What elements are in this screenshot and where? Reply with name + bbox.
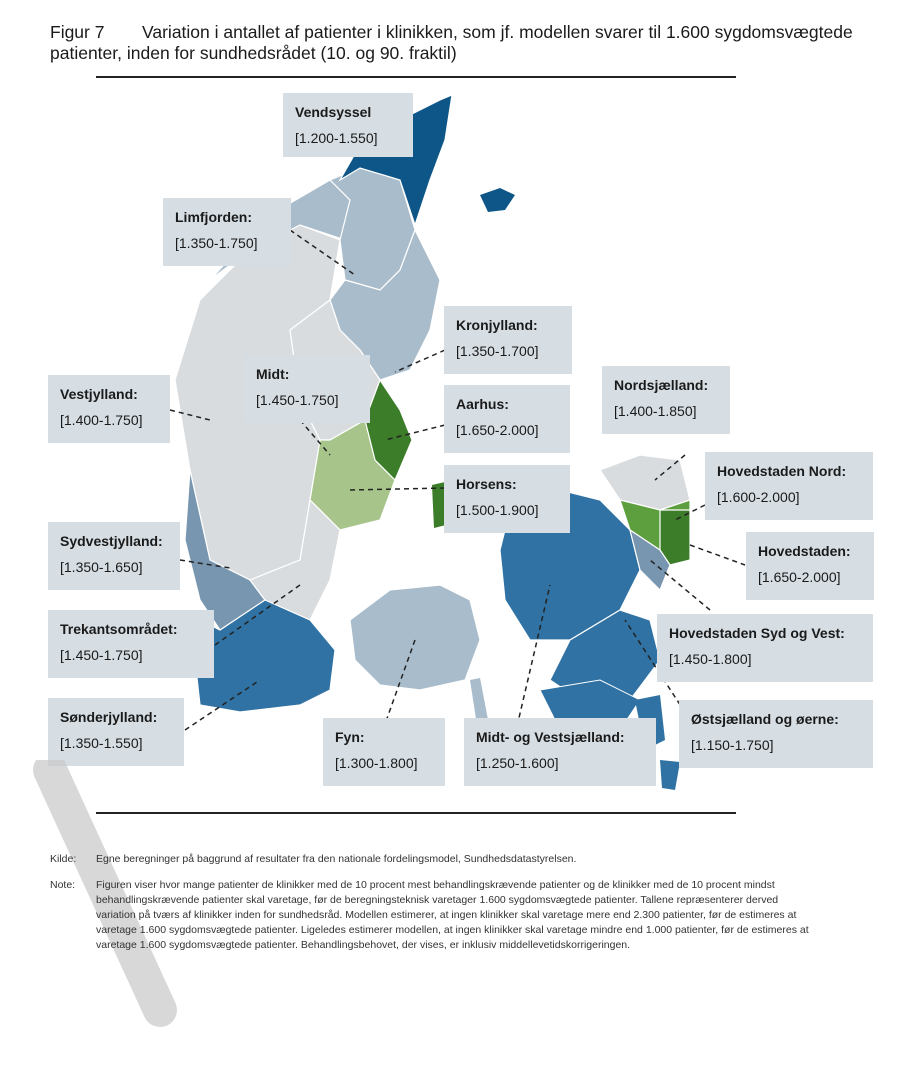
label-range: [1.350-1.650] (60, 559, 143, 575)
label-kronjylland (444, 306, 572, 374)
label-hovedstaden-nord (705, 452, 873, 520)
label-range: [1.650-2.000] (456, 422, 539, 438)
label-name: Sydvestjylland: (60, 533, 163, 549)
figure-caption: Variation i antallet af patienter i klinikken, som jf. modellen svarer til 1.600 sygdomsvægtede patienter, inden for sundhedsrådet (10. og 90. fraktil) (50, 22, 853, 63)
note-label: Note: (50, 879, 76, 891)
label-name: Midt- og Vestsjælland: (476, 729, 625, 745)
label-name: Horsens: (456, 476, 517, 492)
label-sonderjylland (48, 698, 184, 766)
label-name: Vendsyssel (295, 104, 372, 120)
label-name: Vestjylland: (60, 386, 138, 402)
label-vendsyssel (283, 93, 413, 157)
label-name: Kronjylland: (456, 317, 538, 333)
figure-note (50, 878, 840, 988)
label-ostsjaelland (679, 700, 873, 768)
label-name: Østsjælland og øerne: (691, 711, 839, 727)
label-hovedstaden (746, 532, 874, 600)
label-range: [1.350-1.550] (60, 735, 143, 751)
label-name: Sønderjylland: (60, 709, 158, 725)
label-range: [1.450-1.750] (60, 647, 143, 663)
label-name: Aarhus: (456, 396, 509, 412)
label-name: Limfjorden: (175, 209, 252, 225)
label-sydvestjylland (48, 522, 180, 590)
island-moen (660, 760, 680, 790)
label-name: Hovedstaden: (758, 543, 851, 559)
label-range: [1.200-1.550] (295, 130, 378, 146)
region-nordsjaelland (600, 455, 690, 510)
label-range: [1.400-1.750] (60, 412, 143, 428)
label-range: [1.650-2.000] (758, 569, 841, 585)
label-nordsjaelland (602, 366, 730, 434)
note-text: Figuren viser hvor mange patienter de klinikker med de 10 procent mest behandlingskrævende patienter og de klinikker med de 10 procent mindst behandlingskrævende patienter skal varetage, før de beregningsteknisk varetager 1.600 sygdomsvægtede patienter. Tallene repræsenterer derved variation på tværs af klinikker inden for sundhedsråd. Modellen estimerer, at ingen klinikker skal varetage mere end 2.300 patienter, før de estimeres at varetage 1.600 sygdomsvægtede patienter. Ligeledes estimerer modellen, at ingen klinikker skal varetage mindre end 1.000 patienter, før de estimeres at varetage 1.600 sygdomsvægtede patienter. Behandlingsbehovet, der vises, er inklusiv middellevetidskorrigeringen. (96, 879, 809, 951)
label-horsens (444, 465, 570, 533)
bottom-rule (96, 812, 736, 814)
label-range: [1.300-1.800] (335, 755, 418, 771)
label-aarhus (444, 385, 570, 453)
label-name: Hovedstaden Nord: (717, 463, 847, 479)
label-range: [1.350-1.700] (456, 343, 539, 359)
label-fyn (323, 718, 445, 786)
label-name: Trekantsområdet: (60, 621, 178, 637)
label-midt-vestsjaelland (464, 718, 656, 786)
source-text: Egne beregninger på baggrund af resultater fra den nationale fordelingsmodel, Sundhedsdatastyrelsen. (96, 853, 577, 865)
label-range: [1.450-1.800] (669, 651, 752, 667)
source-label: Kilde: (50, 853, 77, 865)
label-range: [1.450-1.750] (256, 392, 339, 408)
source-note (50, 852, 840, 870)
label-range: [1.350-1.750] (175, 235, 258, 251)
label-name: Fyn: (335, 729, 365, 745)
label-name: Hovedstaden Syd og Vest: (669, 625, 845, 641)
label-range: [1.600-2.000] (717, 489, 800, 505)
island-laeso (480, 188, 515, 212)
label-range: [1.150-1.750] (691, 737, 774, 753)
label-range: [1.500-1.900] (456, 502, 539, 518)
label-limfjorden (163, 198, 291, 266)
label-range: [1.250-1.600] (476, 755, 559, 771)
label-vestjylland (48, 375, 170, 443)
label-hovedstaden-syd-vest (657, 614, 873, 682)
label-name: Nordsjælland: (614, 377, 709, 393)
figure-number: Figur 7 (50, 22, 105, 42)
label-range: [1.400-1.850] (614, 403, 697, 419)
label-name: Midt: (256, 366, 290, 382)
label-midt (244, 355, 370, 423)
region-fyn (350, 585, 480, 690)
label-trekantsomraadet (48, 610, 214, 678)
